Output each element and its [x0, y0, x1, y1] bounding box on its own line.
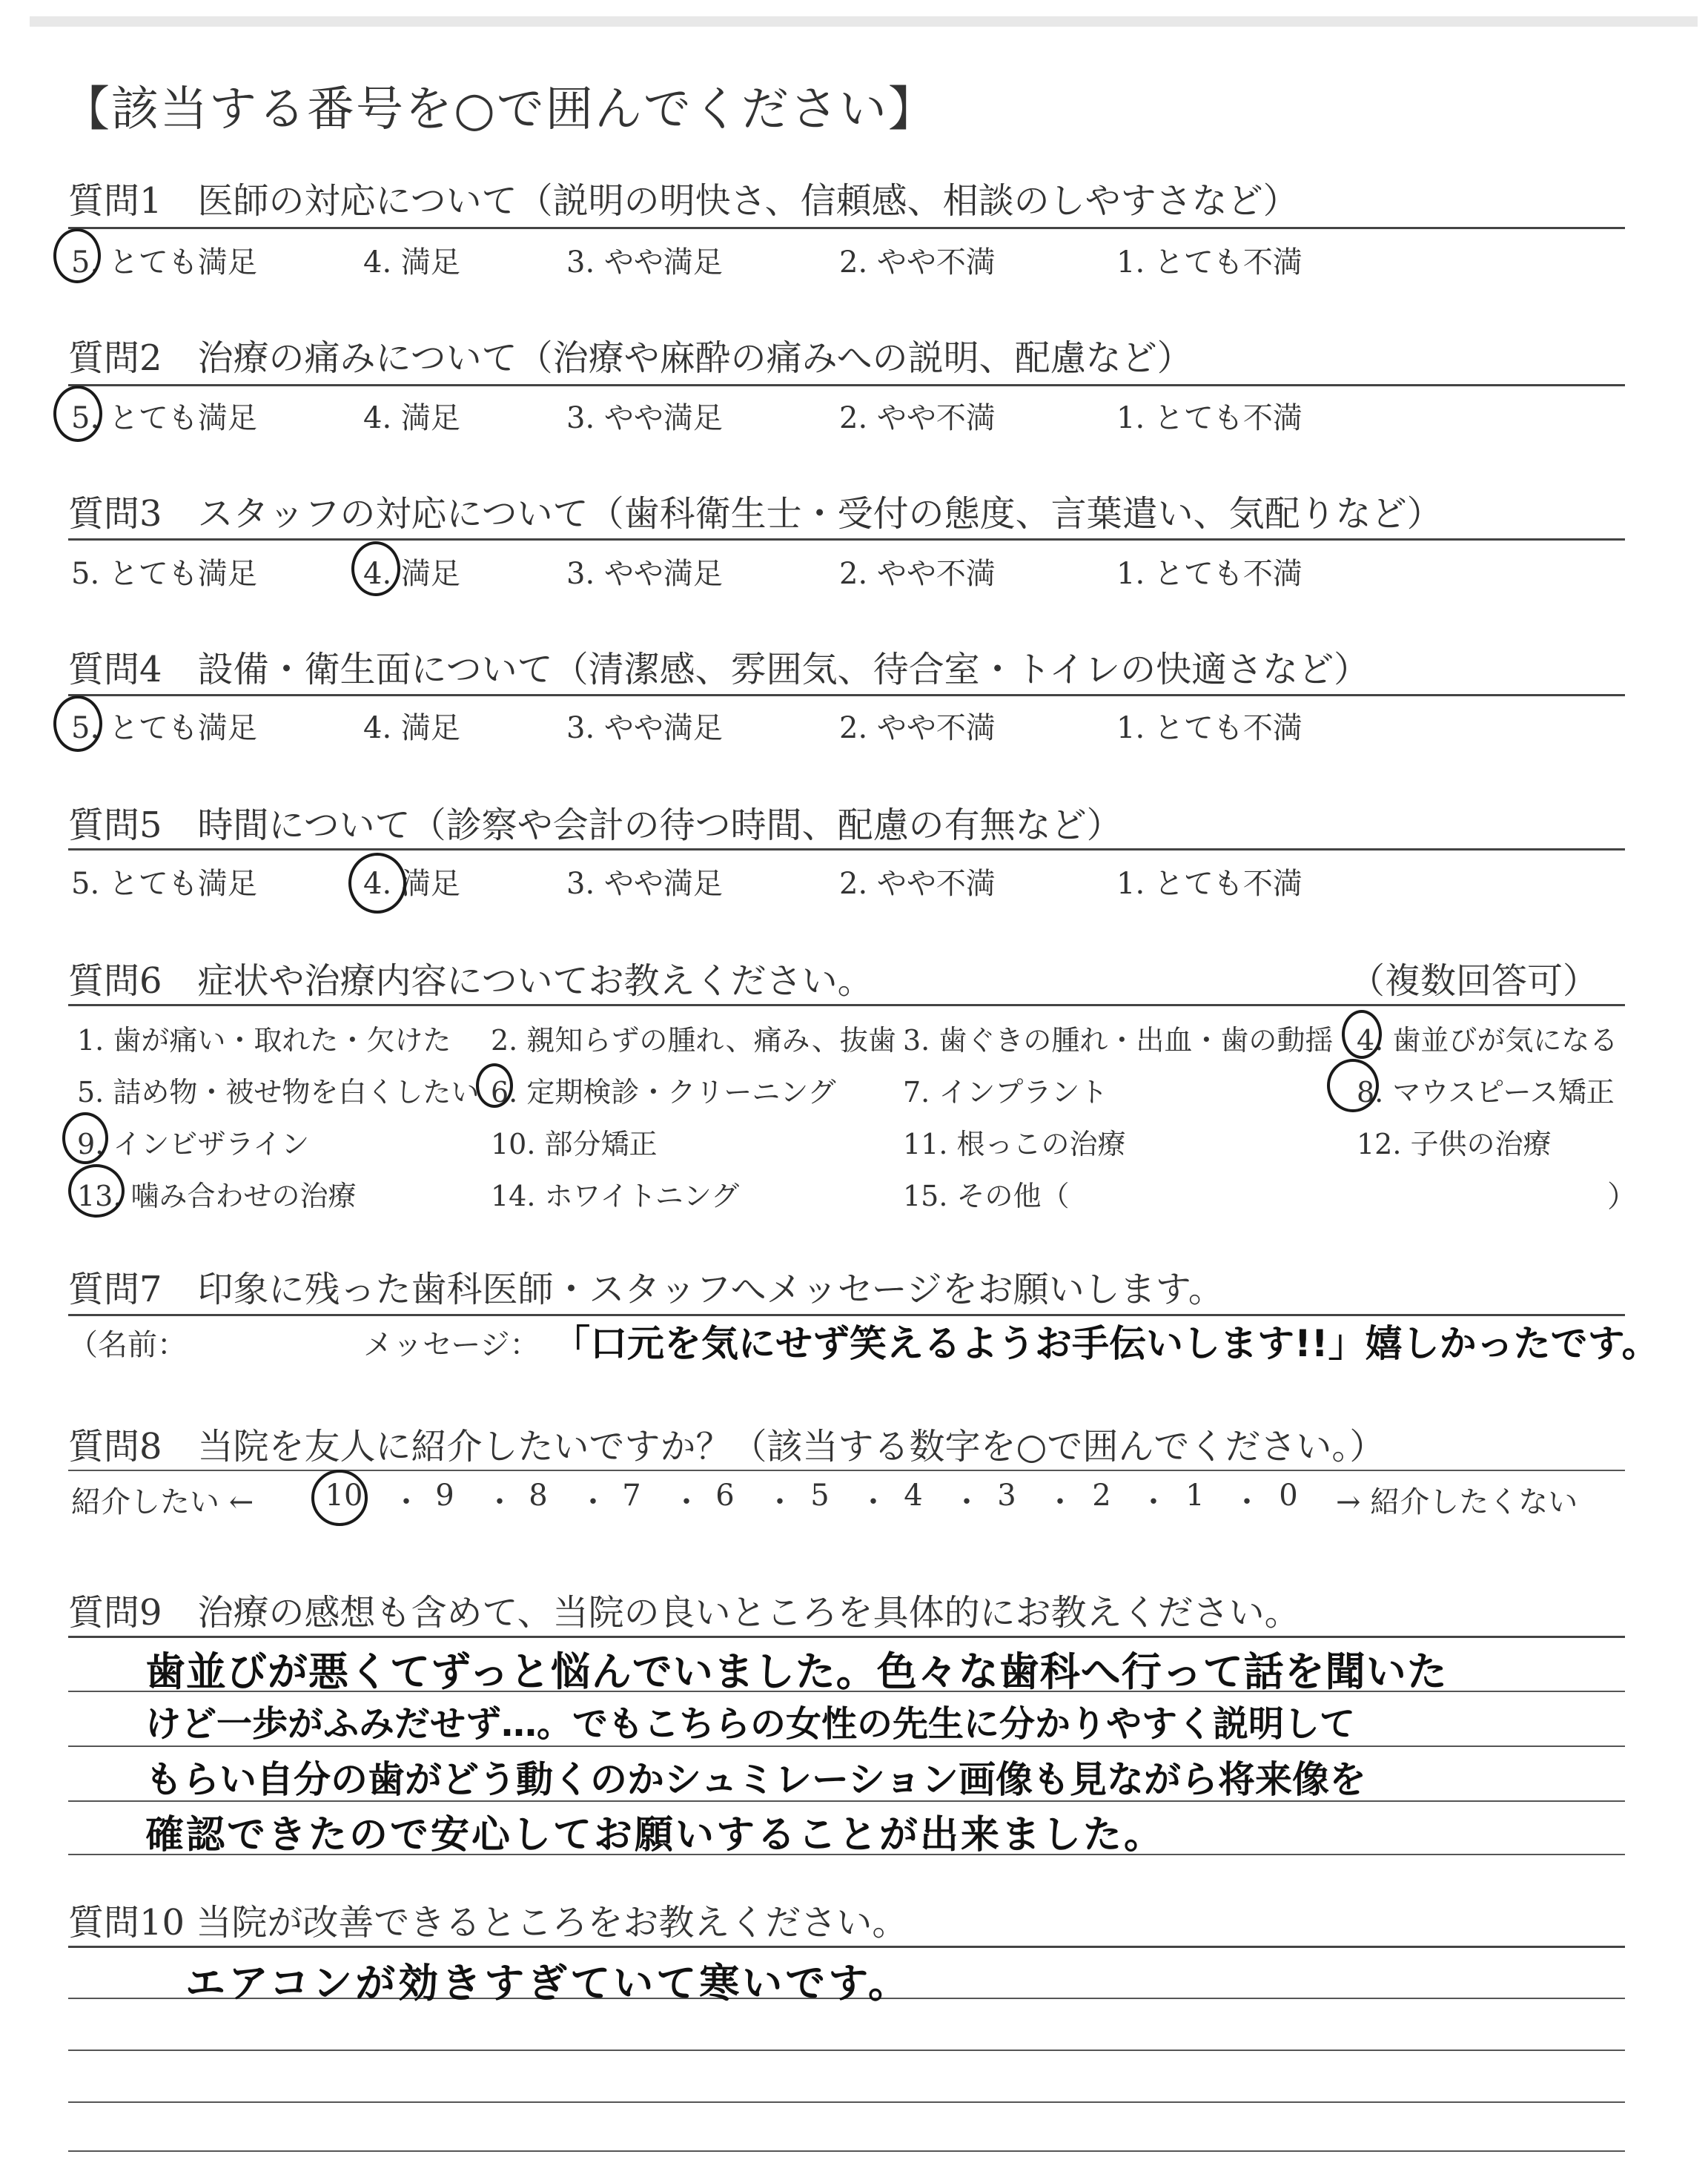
q1-option-3[interactable]: 3. やや満足	[566, 245, 723, 280]
q5-option-1[interactable]: 1. とても不満	[1116, 867, 1302, 901]
q2-heading: 質問2 治療の痛みについて（治療や麻酔の痛みへの説明、配慮など）	[68, 337, 1193, 379]
q6-heading: 質問6 症状や治療内容についてお教えください。	[68, 960, 873, 1002]
q6-item-3[interactable]: 3. 歯ぐきの腫れ・出血・歯の動揺	[903, 1024, 1334, 1057]
q6-item-14[interactable]: 14. ホワイトニング	[491, 1180, 740, 1212]
q4-option-4[interactable]: 4. 満足	[363, 711, 460, 745]
q6-item-10[interactable]: 10. 部分矯正	[491, 1128, 658, 1160]
q10-rule-3	[68, 2050, 1625, 2051]
q6-item-4[interactable]: 4. 歯並びが気になる	[1357, 1024, 1618, 1057]
q7-message-label: メッセージ：	[363, 1328, 540, 1362]
q6-item-8[interactable]: 8. マウスピース矯正	[1357, 1076, 1615, 1109]
q6-item-6[interactable]: 6. 定期検診・クリーニング	[491, 1076, 836, 1109]
q2-option-3[interactable]: 3. やや満足	[566, 401, 723, 435]
q4-option-5[interactable]: 5. とても満足	[71, 711, 257, 745]
q6-item-5[interactable]: 5. 詰め物・被せ物を白くしたい	[77, 1076, 480, 1109]
q10-answer-line-1: エアコンが効きすぎていて寒いです。	[185, 1960, 911, 2007]
q8-answer-circle	[311, 1470, 368, 1526]
q1-heading: 質問1 医師の対応について（説明の明快さ、信頼感、相談のしやすさなど）	[68, 180, 1299, 222]
q7-message-handwritten: 「口元を気にせず笑えるようお手伝いします!!」嬉しかったです。	[553, 1322, 1659, 1365]
q5-option-5[interactable]: 5. とても満足	[71, 867, 257, 901]
q1-option-5[interactable]: 5. とても満足	[71, 245, 257, 280]
q5-option-2[interactable]: 2. やや不満	[839, 867, 996, 901]
q3-answer-circle	[351, 541, 400, 596]
q1-option-2[interactable]: 2. やや不満	[839, 245, 996, 280]
q6-item-11[interactable]: 11. 根っこの治療	[903, 1128, 1126, 1160]
q6-item-13-circle	[68, 1164, 125, 1218]
q3-heading: 質問3 スタッフの対応について（歯科衛生士・受付の態度、言葉遣い、気配りなど）	[68, 493, 1443, 535]
q8-option-5[interactable]: 5	[810, 1479, 830, 1513]
q8-option-0[interactable]: 0	[1279, 1479, 1298, 1513]
q2-option-4[interactable]: 4. 満足	[363, 401, 460, 435]
q2-option-2[interactable]: 2. やや不満	[839, 401, 996, 435]
q3-option-3[interactable]: 3. やや満足	[566, 557, 723, 591]
q6-item-4-circle	[1342, 1010, 1382, 1059]
q8-separator: ・	[765, 1485, 795, 1519]
q8-separator: ・	[858, 1485, 888, 1519]
q6-item-13[interactable]: 13. 噛み合わせの治療	[77, 1180, 357, 1212]
q8-separator: ・	[391, 1485, 421, 1519]
q4-answer-circle	[53, 696, 102, 752]
q2-option-5[interactable]: 5. とても満足	[71, 401, 257, 435]
q8-separator: ・	[1139, 1485, 1168, 1519]
q4-option-3[interactable]: 3. やや満足	[566, 711, 723, 745]
q1-answer-circle	[53, 228, 101, 283]
q1-option-1[interactable]: 1. とても不満	[1116, 245, 1302, 280]
q8-separator: ・	[485, 1485, 514, 1519]
q8-option-3[interactable]: 3	[997, 1479, 1016, 1513]
q5-option-3[interactable]: 3. やや満足	[566, 867, 723, 901]
q2-answer-circle	[53, 386, 102, 442]
q10-rule-5	[68, 2150, 1625, 2152]
q6-item-15[interactable]: 15. その他（	[903, 1180, 1070, 1212]
q8-option-2[interactable]: 2	[1092, 1479, 1111, 1513]
q4-heading: 質問4 設備・衛生面について（清潔感、雰囲気、待合室・トイレの快適さなど）	[68, 649, 1370, 690]
q3-option-5[interactable]: 5. とても満足	[71, 557, 257, 591]
q7-name-label: （名前：	[68, 1328, 187, 1362]
q10-heading: 質問10 当院が改善できるところをお教えください。	[68, 1902, 908, 1943]
q4-rule	[68, 694, 1625, 696]
q6-other-close: ）	[1607, 1180, 1637, 1214]
q2-option-1[interactable]: 1. とても不満	[1116, 401, 1302, 435]
q1-rule	[68, 227, 1625, 229]
q8-separator: ・	[1232, 1485, 1262, 1519]
q5-option-4[interactable]: 4. 満足	[363, 867, 460, 901]
q8-option-4[interactable]: 4	[904, 1479, 923, 1513]
q6-item-7[interactable]: 7. インプラント	[903, 1076, 1108, 1109]
form-title: 【該当する番号を○で囲んでください】	[62, 82, 937, 137]
q8-separator: ・	[1045, 1485, 1075, 1519]
q9-answer-line-4: 確認できたので安心してお願いすることが出来ました。	[145, 1813, 1165, 1857]
q9-answer-line-1: 歯並びが悪くてずっと悩んでいました。色々な歯科へ行って話を聞いた	[145, 1648, 1448, 1695]
q9-answer-line-2: けど一歩がふみだせず…。でもこちらの女性の先生に分かりやすく説明して	[145, 1703, 1356, 1745]
q9-answer-line-3: もらい自分の歯がどう動くのかシュミレーション画像も見ながら将来像を	[145, 1758, 1366, 1801]
q7-heading: 質問7 印象に残った歯科医師・スタッフへメッセージをお願いします。	[68, 1269, 1224, 1310]
q5-answer-circle	[348, 853, 406, 914]
q9-rule-1	[68, 1636, 1625, 1638]
q8-separator: ・	[952, 1485, 982, 1519]
q6-item-2[interactable]: 2. 親知らずの腫れ、痛み、抜歯	[491, 1024, 896, 1057]
q3-option-1[interactable]: 1. とても不満	[1116, 557, 1302, 591]
q3-rule	[68, 538, 1625, 541]
q8-option-10[interactable]: 10	[325, 1479, 363, 1513]
q8-separator: ・	[578, 1485, 608, 1519]
q2-rule	[68, 384, 1625, 386]
q10-rule-1	[68, 1946, 1625, 1948]
q6-item-1[interactable]: 1. 歯が痛い・取れた・欠けた	[77, 1024, 451, 1057]
q8-left-label: 紹介したい ←	[71, 1485, 254, 1519]
q8-right-label: → 紹介したくない	[1336, 1485, 1578, 1519]
q8-option-7[interactable]: 7	[622, 1479, 641, 1513]
q8-option-8[interactable]: 8	[529, 1479, 548, 1513]
q6-multiple-note: （複数回答可）	[1348, 960, 1598, 1002]
q8-option-9[interactable]: 9	[435, 1479, 454, 1513]
q6-item-8-circle	[1327, 1059, 1379, 1112]
q6-rule	[68, 1004, 1625, 1006]
q8-option-6[interactable]: 6	[715, 1479, 735, 1513]
q1-option-4[interactable]: 4. 満足	[363, 245, 460, 280]
q6-item-9[interactable]: 9. インビザライン	[77, 1128, 310, 1160]
q3-option-4[interactable]: 4. 満足	[363, 557, 460, 591]
q5-heading: 質問5 時間について（診察や会計の待つ時間、配慮の有無など）	[68, 805, 1122, 846]
q6-item-12[interactable]: 12. 子供の治療	[1357, 1128, 1552, 1160]
q5-rule	[68, 848, 1625, 851]
q8-option-1[interactable]: 1	[1185, 1479, 1205, 1513]
q8-heading: 質問8 当院を友人に紹介したいですか？（該当する数字を○で囲んでください。）	[68, 1426, 1386, 1467]
q4-option-2[interactable]: 2. やや不満	[839, 711, 996, 745]
q8-rule	[68, 1470, 1625, 1471]
q10-rule-4	[68, 2101, 1625, 2103]
q8-separator: ・	[672, 1485, 701, 1519]
q3-option-2[interactable]: 2. やや不満	[839, 557, 996, 591]
q6-item-6-circle	[476, 1063, 513, 1108]
q9-heading: 質問9 治療の感想も含めて、当院の良いところを具体的にお教えください。	[68, 1592, 1300, 1634]
q6-item-9-circle	[62, 1112, 108, 1164]
scan-top-edge	[30, 16, 1698, 27]
q4-option-1[interactable]: 1. とても不満	[1116, 711, 1302, 745]
